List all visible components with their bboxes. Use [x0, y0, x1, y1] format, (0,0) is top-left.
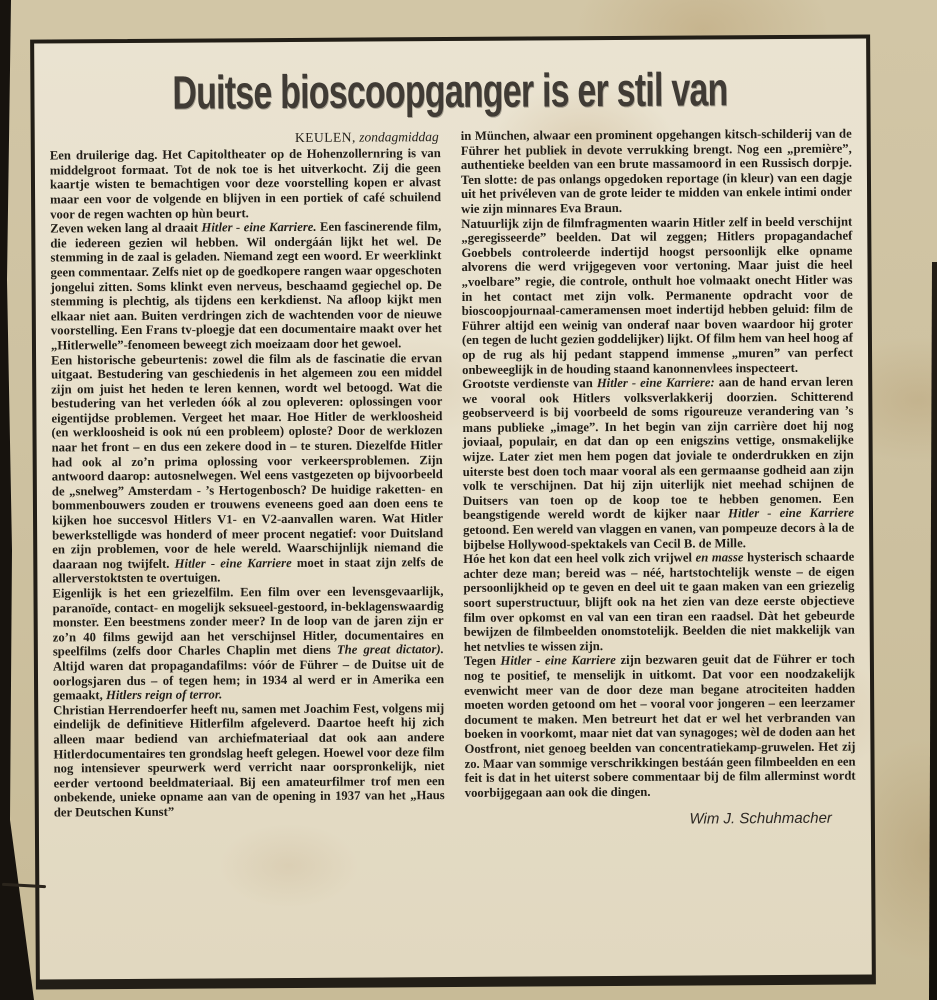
- body-text: zijn bezwaren geuit dat de Führer er toch nog te positief, te menselijk in uitkomt. Dat voor een noodzakelijk evenwicht meer van de door deze man begane atrociteiten hadden moeten worden getoond om het – vooral voor jongeren – een leerzamer document te maken. Men betreurt het dat er wel het verbranden van boeken in voorkomt, maar niet dat van synagoges; wèl de doden aan het Oostfront, niet genoeg beelden van concentratiekamp-gruwelen. Het zij zo. Maar van sommige verschrikkingen bestáán geen filmbeelden en een feit is dat in het uiterst sobere commentaar bij de film allerminst wordt voorbijgegaan aan ook die dingen.: [463, 651, 856, 800]
- body-text: Zeven weken lang al draait: [50, 220, 202, 236]
- article-columns: [35, 126, 871, 831]
- body-text: in München, alwaar een prominent opgehangen kitsch-schilderij van de Führer het publiek in devote verrukking brengt. Nog een „première”, authentieke beelden van een brute massamoord in een Russisch dorpje. Ten slotte: de pas onlangs opgedoken reportage (in kleur) van een dagje uit het privéleven van de grote leider te midden van enkele intimi onder wie zijn minnares Eva Braun.: [460, 126, 853, 216]
- article-headline: Duitse bioscoopganger is er stil van: [172, 62, 729, 119]
- body-text: Christian Herrendoerfer heeft nu, samen met Joachim Fest, volgens mij eindelijk de definitieve Hitlerfilm afgeleverd. Daartoe heeft hij zich alleen maar bediend van archiefmateriaal dat ook aan andere Hitlerdocumentaires ten grondslag heeft gelegen. Hoewel voor deze film nog intensiever speurwerk werd verricht naar oorspronkelijk, niet eerder vertoond beeldmateriaal. Bij een amateurfilmer trof men een onbekende, unieke opname aan van de opening in 1937 van het „Haus der Deutschen Kunst”: [53, 700, 445, 820]
- dateline: [50, 129, 439, 148]
- dateline-location: KEULEN,: [294, 129, 356, 145]
- byline: Wim J. Schuhmacher: [689, 810, 832, 828]
- headline-wrap: [34, 60, 866, 123]
- body-text: Natuurlijk zijn de filmfragmenten waarin Hitler zelf in beeld verschijnt „geregisseerde” beelden. Dat wil zeggen; Hitlers propagandachef Goebbels controleerde indertijd hoogst persoonlijk elke opname alvorens die werd vrijgegeven voor vertoning. Maar juist die heel „voelbare” regie, die controle, onthult hoe volmaakt onecht Hitler was in het contact met zijn volk. Permanente opdracht voor de bioscoopjournaal-cameramensen moet indertijd hebben geluid: film de Führer altijd een weinig van onderaf naar boven waardoor hij groter (en tegen de lucht gezien goddelijker) lijkt. Of film hem van heel hoog af op de rug als hij pedant stappend immense „muren” van perfect onbeweeglijk in de houding staand kanonnenvlees inspecteert.: [461, 214, 854, 377]
- body-text: Eigenlijk is het een griezelfilm. Een film over een levensgevaarlijk, paranoïde, contact- en mogelijk seksueel-gestoord, in-beklagenswaardig monster. Een beestmens zonder meer? In de loop van de jaren zijn er zo’n 40 films gewijd aan het verschijnsel Hitler, documentaires en speelfilms (zelfs door Charles Chaplin met diens: [52, 584, 444, 659]
- film-title-text: en masse: [695, 550, 744, 565]
- film-title-text: Hitler - eine Karriere: [728, 505, 855, 521]
- newspaper-article-frame: [30, 34, 876, 989]
- article-paragraph: [52, 584, 444, 703]
- body-text: aan de hand ervan leren we vooral ook Hitlers volksverlakkerij doorzien. Schitterend geobserveerd is bij voorbeeld de soms rigoureuze verandering van ’s mans publieke „image”. In het begin van zijn carrière doet hij nog joviaal, populair, en dat dan op een enigszins vettige, onsmakelijke wijze. Later ziet men hem pogen dat joviale te onderdrukken en zijn uiterste best doen toch maar vooral als een germaanse godheid aan zijn volk te verschijnen. Dat hij zijn uiterlijk niet meehad schijnen de Duitsers van toen op de koop toe te hebben genomen. Een beangstigende wereld wordt de kijker naar: [462, 374, 854, 523]
- film-title-text: The great dictator).: [336, 642, 444, 658]
- article-column-right: [461, 127, 856, 830]
- page-right-edge-shadow: [929, 262, 937, 1000]
- article-paragraph: [50, 219, 442, 353]
- body-text: Een historische gebeurtenis: zowel die film als de fascinatie die ervan uitgaat. Bestudering van geschiedenis in het algemeen zou een middel zijn om juist het heden te leren kennen, wordt wel betoogd. Wat die bestudering van het verleden óók al zou opleveren: oplossingen voor eigentijdse problemen. Vergeet het maar. Hoe Hitler de werkloosheid (en werkloosheid is ook nú een probleem) oploste? Door de werklozen naar het front – en dus een zekere dood in – te sturen. Diezelfde Hitler had ook al zo’n prima oplossing voor verkeersproblemen. Zijn antwoord daarop: autosnelwegen. Wel eens vastgezeten op bijvoorbeeld de „snelweg” Amsterdam - ’s Hertogenbosch? De huidige raketten- en bommenbouwers zouden er trouwens eveneens goed aan doen eens te kijken hoe succesvol Hitlers V1- en V2-aanvallen waren. Wat Hitler bewerkstelligde was honderd of meer procent negatief: voor Duitsland en zijn problemen, voor de hele wereld. Waarschijnlijk niemand die daaraan nog twijfelt.: [51, 350, 444, 572]
- body-text: hysterisch schaarde achter deze man; bereid was – néé, hartstochtelijk wenste – de eigen persoonlijkheid op te geven en deel uit te gaan maken van een griezelig soort superstructuur, blijft ook na het zien van deze eerste objectieve film over opkomst en val van een tiran een raadsel. Dàt het gebeurde bewijzen de filmbeelden onomstotelijk. Beelden die niet makkelijk van het netvlies te wissen zijn.: [463, 549, 855, 654]
- article-paragraph: [463, 550, 855, 655]
- article-column-left: [50, 129, 445, 832]
- body-text: moet in staat zijn zelfs de allerverstoktsten te overtuigen.: [52, 554, 444, 586]
- article-paragraph: [50, 146, 441, 221]
- article-text-left: [50, 146, 445, 820]
- body-text: Grootste verdienste van: [462, 376, 597, 392]
- article-paragraph: [53, 701, 445, 820]
- film-title-text: Hitler - eine Karriere:: [596, 375, 715, 391]
- film-title-text: Hitler - eine Karriere: [500, 653, 616, 669]
- article-text-right: [461, 127, 856, 801]
- film-title-text: Hitler - eine Karriere: [174, 555, 292, 571]
- article-paragraph: [51, 351, 443, 587]
- body-text: Altijd waren dat propagandafilms: vóór de Führer – de Duitse uit de oorlogsjaren dus – of tegen hem; in 1934 al werd er in Amerika een gemaakt,: [52, 657, 445, 703]
- article-paragraph: [462, 375, 854, 553]
- body-text: getoond. Een wereld van vlaggen en vanen, van pompeuze decors à la de bijbelse Hollywood-spektakels van Cecil B. de Mille.: [463, 520, 855, 552]
- dateline-time: zondagmiddag: [359, 129, 439, 145]
- film-title-text: Hitler - eine Karriere.: [201, 219, 317, 235]
- body-text: Een fascinerende film, die iedereen gezien wil hebben. Wil ondergáán lijkt het wel. De stemming in de zaal is geladen. Niemand zegt een woord. Er weerklinkt geen commentaar. Zelfs niet op de goedkopere rangen waar opgeschoten jongelui zitten. Soms klinkt even nerveus, beschaamd gegiechel op. De stemming is plechtig, als tijdens een kerkdienst. Na afloop kijkt men elkaar niet aan. Buiten verdringen zich de wachtenden voor de nieuwe voorstelling. Een Frans tv-ploegje dat een documentaire maakt over het „Hitlerwelle”-fenomeen beweegt zich moeizaam door het gewoel.: [50, 219, 442, 353]
- article-paragraph: [461, 127, 853, 217]
- body-text: Tegen: [463, 654, 501, 669]
- article-paragraph: [464, 652, 856, 800]
- article-paragraph: [461, 214, 853, 377]
- film-title-text: Hitlers reign of terror.: [105, 687, 223, 703]
- body-text: Hóe het kon dat een heel volk zich vrijwel: [463, 550, 696, 567]
- body-text: Een druilerige dag. Het Capitoltheater op de Hohenzollernring is van middelgroot formaat. Tot de nok toe is het uitverkocht. Zij die geen kaartje wisten te bemachtigen voor deze voorstelling kopen er alvast maar een voor de volgende en blijven in een portiek of café schuilend voor de regen wachten op hùn beurt.: [49, 146, 442, 222]
